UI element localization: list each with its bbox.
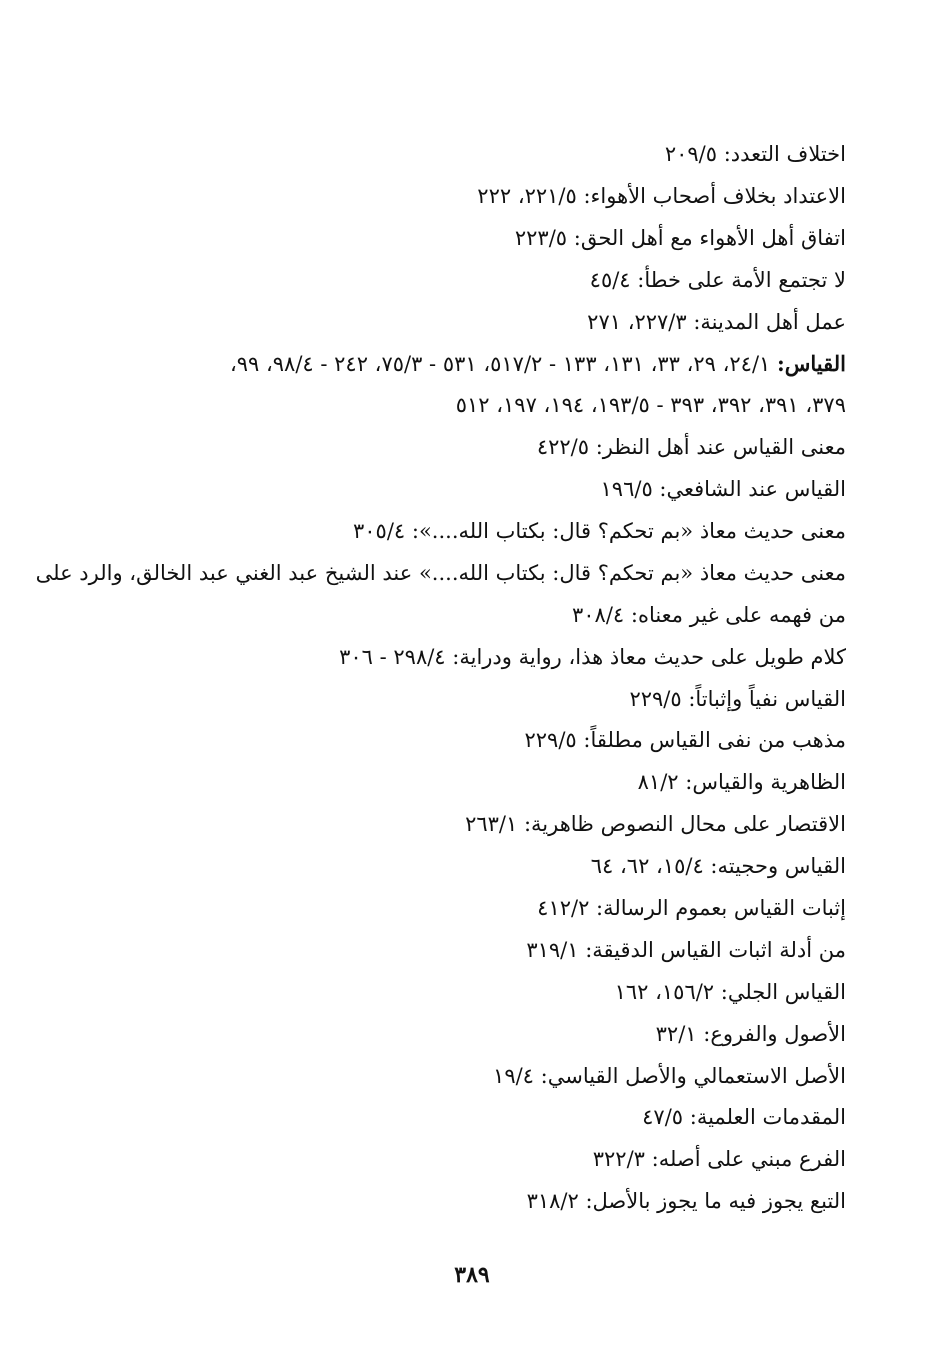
index-entry: من أدلة اثبات القياس الدقيقة: ٣١٩/١ <box>526 937 846 962</box>
index-entry: لا تجتمع الأمة على خطأ: ٤٥/٤ <box>589 267 846 292</box>
index-entry: القياس عند الشافعي: ١٩٦/٥ <box>600 477 846 502</box>
index-entry: الأصول والفروع: ٣٢/١ <box>655 1021 846 1046</box>
index-entry: اتفاق أهل الأهواء مع أهل الحق: ٢٢٣/٥ <box>514 225 846 250</box>
index-entry: معنى حديث معاذ «بم تحكم؟ قال: بكتاب الله....» عند الشيخ عبد الغني عبد الخالق، والرد على <box>35 560 846 585</box>
index-entry-continuation: من فهمه على غير معناه: ٣٠٨/٤ <box>571 602 846 627</box>
index-entry: مذهب من نفى القياس مطلقاً: ٢٢٩/٥ <box>524 728 846 753</box>
index-term-bold: القياس: <box>777 351 846 377</box>
index-entry: القياس وحجيته: ١٥/٤، ٦٢، ٦٤ <box>590 854 846 879</box>
index-entry: معنى حديث معاذ «بم تحكم؟ قال: بكتاب الله....»: ٣٠٥/٤ <box>353 519 846 544</box>
index-entries <box>35 134 846 1223</box>
index-entry: القياس الجلي: ١٥٦/٢، ١٦٢ <box>614 979 846 1004</box>
index-entry: اختلاف التعدد: ٢٠٩/٥ <box>664 142 846 166</box>
index-entry: القياس نفياً وإثباتاً: ٢٢٩/٥ <box>629 686 846 711</box>
index-entry: المقدمات العلمية: ٤٧/٥ <box>642 1105 846 1130</box>
index-entry: الاقتصار على محال النصوص ظاهرية: ٢٦٣/١ <box>465 812 846 837</box>
index-entry: كلام طويل على حديث معاذ هذا، رواية ودراية: ٢٩٨/٤ - ٣٠٦ <box>339 644 846 669</box>
index-entry: الظاهرية والقياس: ٨١/٢ <box>637 770 846 795</box>
index-entry-continuation: ٣٧٩، ٣٩١، ٣٩٢، ٣٩٣ - ١٩٣/٥، ١٩٤، ١٩٧، ٥١٢ <box>455 393 846 418</box>
index-entry: معنى القياس عند أهل النظر: ٤٢٢/٥ <box>536 435 846 460</box>
page-number: ٣٨٩ <box>454 1262 490 1288</box>
index-entry: إثبات القياس بعموم الرسالة: ٤١٢/٢ <box>537 896 846 921</box>
index-entry: التبع يجوز فيه ما يجوز بالأصل: ٣١٨/٢ <box>526 1189 846 1214</box>
index-entry: الفرع مبني على أصله: ٣٢٢/٣ <box>592 1147 846 1172</box>
index-entry-qiyas <box>126 343 846 385</box>
index-entry: الاعتداد بخلاف أصحاب الأهواء: ٢٢١/٥، ٢٢٢ <box>477 183 846 208</box>
index-entry-refs: ٢٤/١، ٢٩، ٣٣، ١٣١، ١٣٣ - ٥١٧/٢، ٥٣١ - ٧٥/٣، ٢٤٢ - ٩٨/٤، ٩٩، <box>229 352 778 377</box>
index-entry: عمل أهل المدينة: ٢٢٧/٣، ٢٧١ <box>587 309 846 334</box>
index-entry: الأصل الاستعمالي والأصل القياسي: ١٩/٤ <box>493 1063 846 1088</box>
